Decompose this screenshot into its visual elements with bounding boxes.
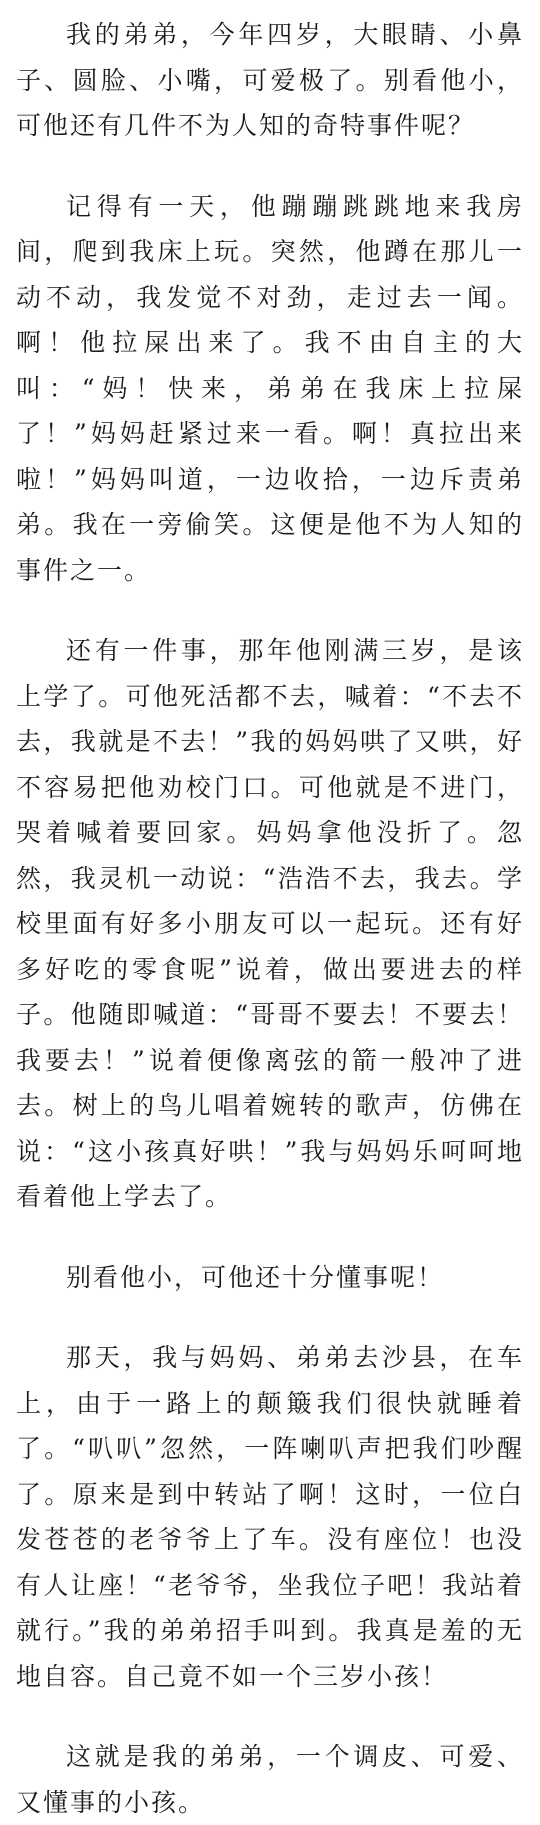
paragraph-conclusion: 这就是我的弟弟，一个调皮、可爱、又懂事的小孩。 [16, 1742, 524, 1817]
paragraph-bed-story: 记得有一天，他蹦蹦跳跳地来我房间，爬到我床上玩。突然，他蹲在那儿一动不动，我发觉不对劲，走过去一闻。啊！他拉屎出来了。我不由自主的大叫：“妈！快来，弟弟在我床上拉屎了！”妈妈赶紧过来一看。啊！真拉出来啦！”妈妈叫道，一边收拾，一边斥责弟弟。我在一旁偷笑。这便是他不为人知的事件之一。 [16, 191, 524, 585]
paragraph-bus-story: 那天，我与妈妈、弟弟去沙县，在车上，由于一路上的颠簸我们很快就睡着了。“叭叭”忽然，一阵喇叭声把我们吵醒了。原来是到中转站了啊！这时，一位白发苍苍的老爷爷上了车。没有座位！也没有人让座！“老爷爷，坐我位子吧！我站着就行。”我的弟弟招手叫到。我真是羞的无地自容。自己竟不如一个三岁小孩！ [16, 1343, 524, 1691]
essay-body [16, 12, 524, 1825]
paragraph-transition: 别看他小，可他还十分懂事呢！ [66, 1262, 445, 1292]
paragraph-school-story: 还有一件事，那年他刚满三岁，是该上学了。可他死活都不去，喊着：“不去不去，我就是不去！”我的妈妈哄了又哄，好不容易把他劝校门口。可他就是不进门，哭着喊着要回家。妈妈拿他没折了。忽然，我灵机一动说：“浩浩不去，我去。学校里面有好多小朋友可以一起玩。还有好多好吃的零食呢”说着，做出要进去的样子。他随即喊道：“哥哥不要去！不要去！我要去！”说着便像离弦的箭一般冲了进去。树上的鸟儿唱着婉转的歌声，仿佛在说：“这小孩真好哄！”我与妈妈乐呵呵地看着他上学去了。 [16, 636, 524, 1211]
paragraph-intro: 我的弟弟，今年四岁，大眼睛、小鼻子、圆脸、小嘴，可爱极了。别看他小，可他还有几件不为人知的奇特事件呢？ [16, 20, 524, 140]
